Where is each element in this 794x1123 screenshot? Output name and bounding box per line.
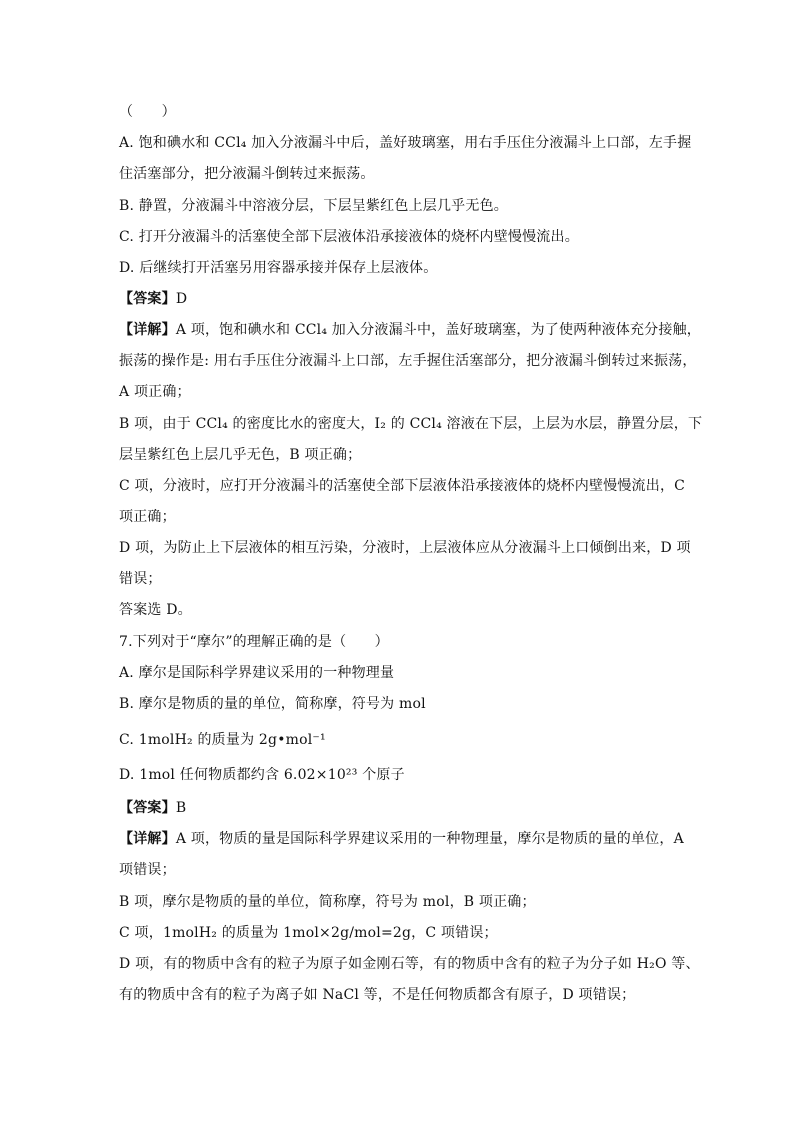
q6-answer-line xyxy=(119,289,187,309)
q6-option-c: C. 打开分液漏斗的活塞使全部下层液体沿承接液体的烧杯内壁慢慢流出。 xyxy=(119,229,579,245)
q6-option-a-line1: A. 饱和碘水和 CCl₄ 加入分液漏斗中后，盖好玻璃塞，用右手压住分液漏斗上口部，左手握 xyxy=(119,135,692,151)
q7-detail-line4: C 项，1molH₂ 的质量为 1mol×2g/mol=2g，C 项错误； xyxy=(119,925,498,941)
detail-tag: 【详解】 xyxy=(119,322,176,338)
answer-tag: 【答案】 xyxy=(119,800,176,816)
q7-detail-line1 xyxy=(119,829,684,849)
q6-detail-line1 xyxy=(119,320,701,340)
q7-detail-line6: 有的物质中含有的粒子为离子如 NaCl 等，不是任何物质都含有原子，D 项错误； xyxy=(119,987,636,1003)
q6-detail-line2: 振荡的操作是: 用右手压住分液漏斗上口部，左手握住活塞部分，把分液漏斗倒转过来振荡， xyxy=(119,353,697,369)
q7-detail-line3: B 项，摩尔是物质的量的单位，简称摩，符号为 mol，B 项正确； xyxy=(119,894,536,910)
q7-stem: 7.下列对于“摩尔”的理解正确的是（ ） xyxy=(119,634,389,650)
q6-detail-line3: A 项正确； xyxy=(119,384,191,400)
q7-detail-line5: D 项，有的物质中含有的粒子为原子如金刚石等，有的物质中含有的粒子为分子如 H₂O 等、 xyxy=(119,956,700,972)
q7-option-c: C. 1molH₂ 的质量为 2g•mol⁻¹ xyxy=(119,732,326,748)
q6-detail-line5: 层呈紫红色上层几乎无色，B 项正确； xyxy=(119,447,362,463)
q6-detail-line9: 错误； xyxy=(119,571,162,587)
q6-detail-line8: D 项，为防止上下层液体的相互污染，分液时，上层液体应从分液漏斗上口倾倒出来，D 项 xyxy=(119,540,691,556)
q6-option-b: B. 静置，分液漏斗中溶液分层，下层呈紫红色上层几乎无色。 xyxy=(119,198,508,214)
q6-detail-line7: 项正确； xyxy=(119,509,176,525)
q6-option-a-line2: 住活塞部分，把分液漏斗倒转过来振荡。 xyxy=(119,166,375,182)
answer-value: B xyxy=(175,800,187,816)
q6-conclusion: 答案选 D。 xyxy=(119,602,192,618)
detail-text: A 项，饱和碘水和 CCl₄ 加入分液漏斗中，盖好玻璃塞，为了使两种液体充分接触， xyxy=(175,322,701,338)
answer-value: D xyxy=(175,291,188,307)
answer-tag: 【答案】 xyxy=(119,291,176,307)
q6-detail-line4: B 项，由于 CCl₄ 的密度比水的密度大，I₂ 的 CCl₄ 溶液在下层，上层为水层，静置分层，下 xyxy=(119,416,703,432)
q6-option-d: D. 后继续打开活塞另用容器承接并保存上层液体。 xyxy=(119,260,438,276)
q6-stem-tail: （ ） xyxy=(119,104,176,120)
q7-option-d: D. 1mol 任何物质都约含 6.02×10²³ 个原子 xyxy=(119,767,405,783)
q7-answer-line xyxy=(119,798,186,818)
q7-detail-line2: 项错误； xyxy=(119,862,176,878)
q7-option-b: B. 摩尔是物质的量的单位，简称摩，符号为 mol xyxy=(119,696,426,712)
q6-detail-line6: C 项，分液时，应打开分液漏斗的活塞使全部下层液体沿承接液体的烧杯内壁慢慢流出，C xyxy=(119,478,686,494)
detail-tag: 【详解】 xyxy=(119,831,176,847)
q7-option-a: A. 摩尔是国际科学界建议采用的一种物理量 xyxy=(119,665,395,681)
detail-text: A 项，物质的量是国际科学界建议采用的一种物理量，摩尔是物质的量的单位，A xyxy=(175,831,684,847)
